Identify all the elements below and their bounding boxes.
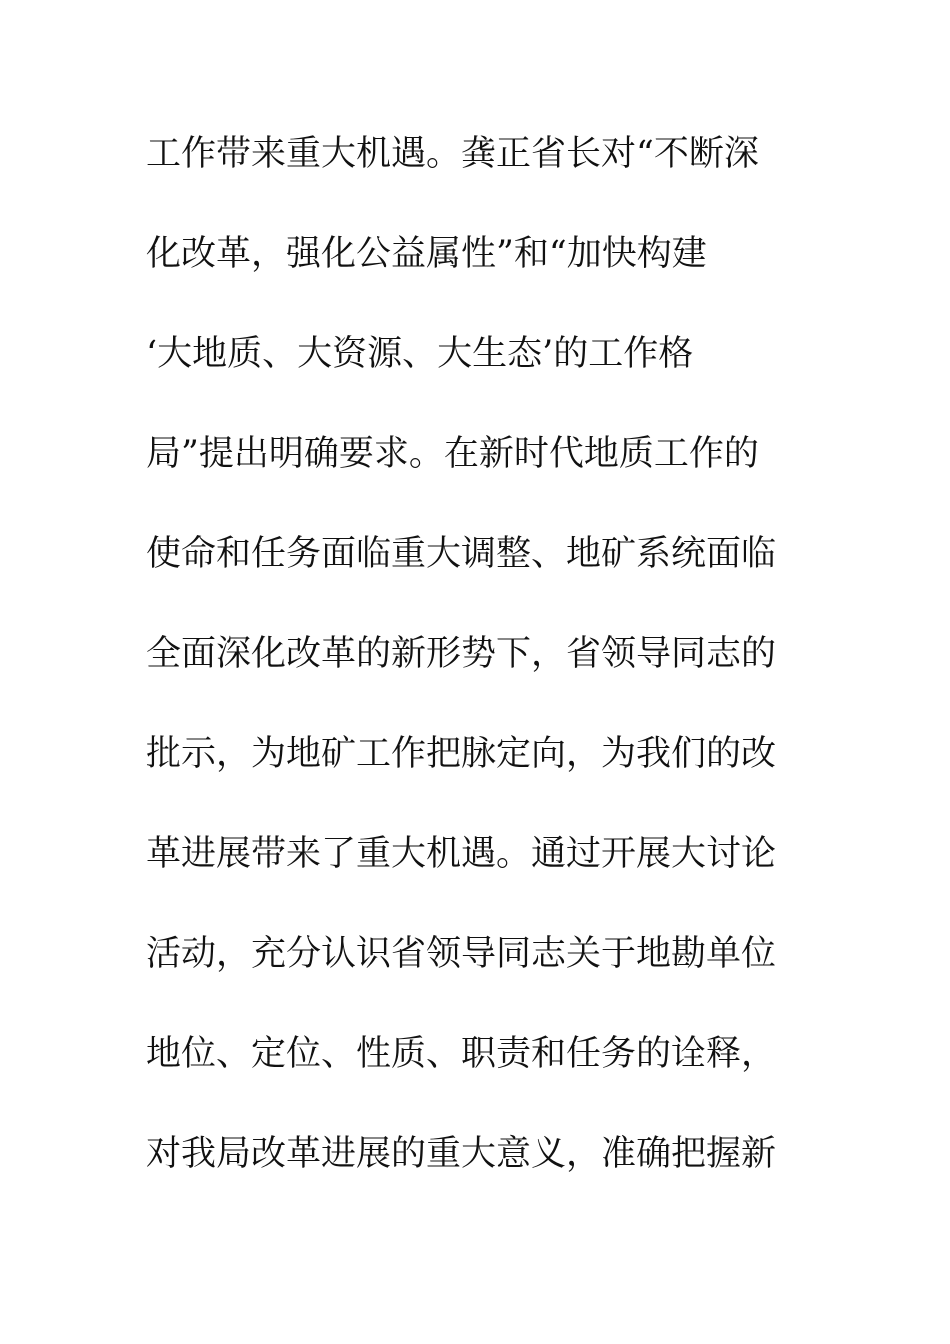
- text-line-4: 局”提出明确要求。在新时代地质工作的: [146, 434, 759, 474]
- text-line-2: 化改革，强化公益属性”和“加快构建: [146, 234, 707, 274]
- text-line-6: 全面深化改革的新形势下，省领导同志的: [146, 634, 777, 674]
- text-line-8: 革进展带来了重大机遇。通过开展大讨论: [146, 834, 777, 874]
- text-line-3: ‘大地质、大资源、大生态’的工作格: [146, 334, 694, 374]
- text-line-10: 地位、定位、性质、职责和任务的诠释，: [146, 1034, 777, 1074]
- text-line-11: 对我局改革进展的重大意义，准确把握新: [146, 1134, 777, 1174]
- text-line-9: 活动，充分认识省领导同志关于地勘单位: [146, 934, 777, 974]
- body-text: [146, 122, 786, 1222]
- text-line-1: 工作带来重大机遇。龚正省长对“不断深: [146, 134, 759, 174]
- text-line-7: 批示，为地矿工作把脉定向，为我们的改: [146, 734, 777, 774]
- text-line-5: 使命和任务面临重大调整、地矿系统面临: [146, 534, 777, 574]
